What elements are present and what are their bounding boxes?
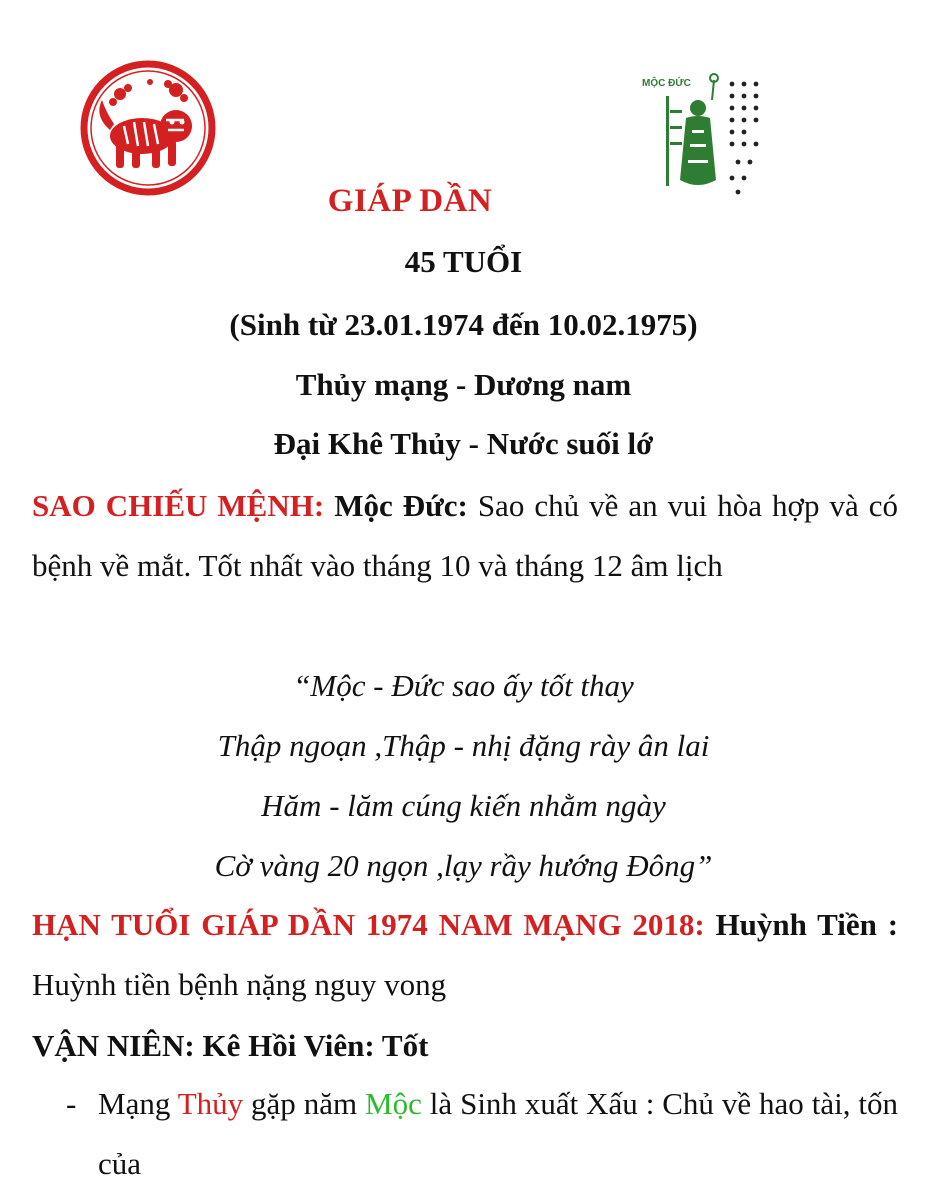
element-thuy: Thủy — [177, 1086, 244, 1121]
bullet-part: gặp năm — [243, 1086, 366, 1121]
moc-duc-logo-text: MỘC ĐỨC — [642, 78, 691, 89]
sao-star-name: Mộc Đức: — [334, 488, 468, 523]
han-label: HẠN TUỔI GIÁP DẦN 1974 NAM MẠNG 2018: — [32, 907, 705, 942]
menh-line: Thủy mạng - Dương nam — [295, 367, 632, 402]
poem-line: Thập ngoạn ,Thập - nhị đặng rày ân lai — [217, 728, 710, 763]
tiger-seal-icon — [80, 60, 216, 196]
moc-duc-star-icon — [640, 70, 780, 200]
moc-duc-logo — [640, 70, 780, 200]
sao-label: SAO CHIẾU MỆNH: — [32, 488, 325, 523]
sao-text: Sao chủ về an vui hòa hợp và có bệnh về mắt. Tốt nhất vào tháng 10 và tháng 12 âm lịch — [32, 488, 898, 583]
han-text: Huỳnh tiền bệnh nặng nguy vong — [32, 967, 447, 1002]
han-name: Huỳnh Tiền : — [715, 907, 899, 942]
sao-paragraph — [32, 476, 898, 596]
bullet-text — [98, 1074, 898, 1194]
han-paragraph — [32, 895, 898, 1015]
age-line: 45 TUỔI — [404, 244, 523, 279]
poem-line: Hăm - lăm cúng kiến nhằm ngày — [261, 788, 666, 823]
bullet-dash: - — [66, 1086, 77, 1121]
poem-line: “Mộc - Đức sao ấy tốt thay — [293, 668, 634, 703]
nap-am-line: Đại Khê Thủy - Nước suối lớ — [273, 426, 654, 461]
bullet-part: Mạng — [98, 1086, 178, 1121]
element-moc: Mộc — [365, 1086, 422, 1121]
van-nien-line: VẬN NIÊN: Kê Hồi Viên: Tốt — [32, 1028, 429, 1063]
poem-line: Cờ vàng 20 ngọn ,lạy rầy hướng Đông” — [214, 848, 713, 883]
bullet-part: là Sinh xuất Xấu : Chủ về hao tài, tốn của — [98, 1086, 898, 1181]
birth-range-line: (Sinh từ 23.01.1974 đến 10.02.1975) — [229, 307, 698, 342]
page-title: GIÁP DẦN — [327, 183, 493, 219]
